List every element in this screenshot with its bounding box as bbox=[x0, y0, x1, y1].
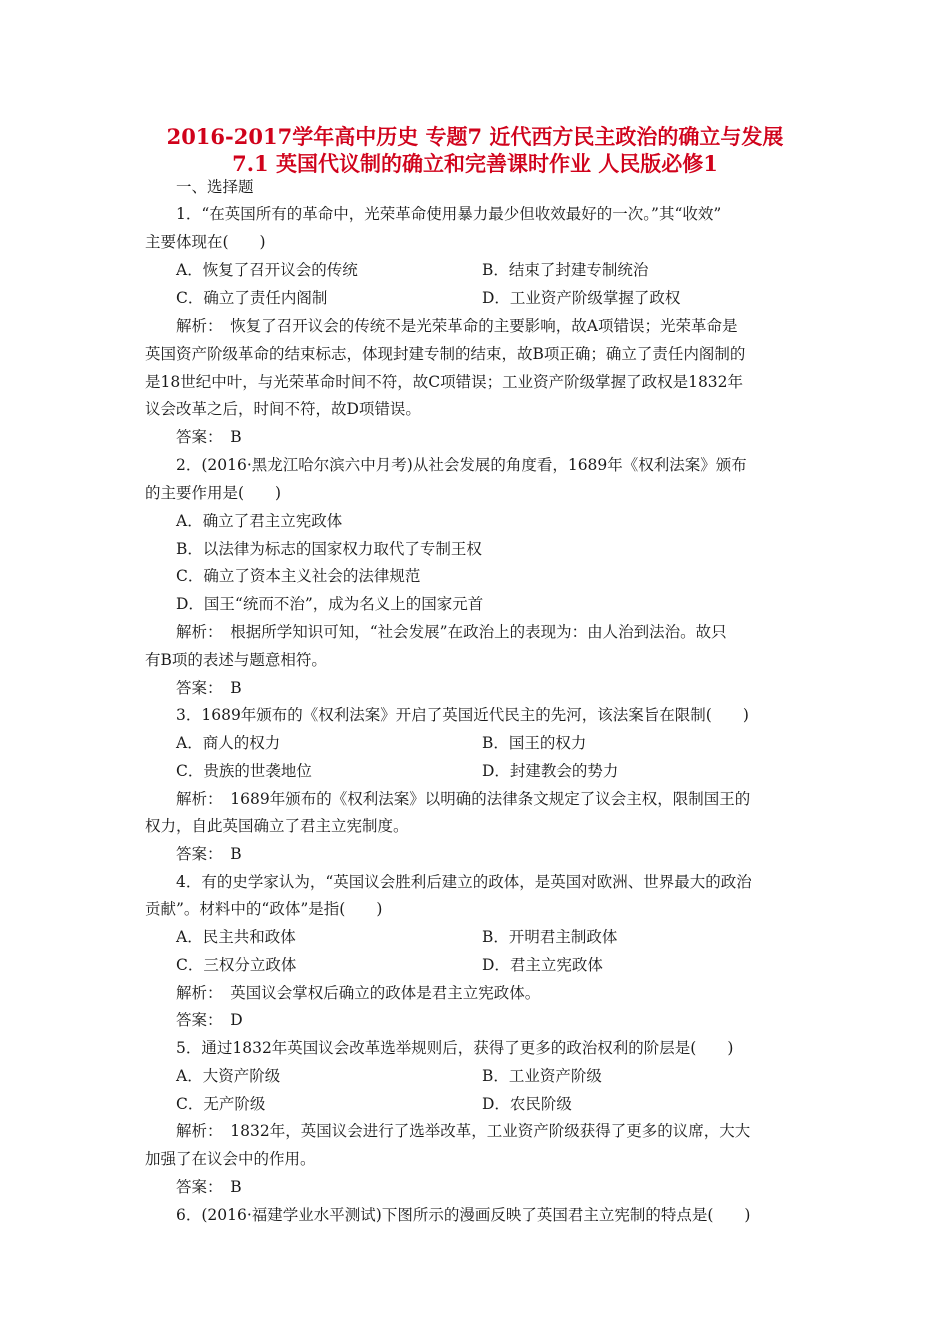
q2-stem-line-2: 的主要作用是( ) bbox=[145, 484, 282, 502]
q3-answer: 答案： B bbox=[176, 845, 242, 863]
q5-option-c: C．无产阶级 bbox=[176, 1095, 266, 1113]
q5-option-b: B．工业资产阶级 bbox=[482, 1067, 602, 1085]
q4-answer: 答案： D bbox=[176, 1011, 243, 1029]
q1-analysis-line-2: 英国资产阶级革命的结束标志，体现封建专制的结束，故B项正确；确立了责任内阁制的 bbox=[145, 345, 746, 363]
q4-stem-line-2: 贡献”。材料中的“政体”是指( ) bbox=[145, 900, 383, 918]
q4-option-a: A．民主共和政体 bbox=[176, 928, 296, 946]
q3-option-c: C．贵族的世袭地位 bbox=[176, 762, 312, 780]
q5-answer: 答案： B bbox=[176, 1178, 242, 1196]
q1-option-b: B．结束了封建专制统治 bbox=[482, 261, 649, 279]
q5-option-d: D．农民阶级 bbox=[482, 1095, 572, 1113]
q1-option-c: C．确立了责任内阁制 bbox=[176, 289, 328, 307]
q2-analysis-line-1: 解析： 根据所学知识可知，“社会发展”在政治上的表现为：由人治到法治。故只 bbox=[176, 623, 727, 641]
q1-analysis-line-1: 解析： 恢复了召开议会的传统不是光荣革命的主要影响，故A项错误；光荣革命是 bbox=[176, 317, 738, 335]
q5-option-a: A．大资产阶级 bbox=[176, 1067, 281, 1085]
q4-stem-line-1: 4．有的史学家认为，“英国议会胜利后建立的政体，是英国对欧洲、世界最大的政治 bbox=[176, 873, 752, 891]
q3-stem-line-1: 3．1689年颁布的《权利法案》开启了英国近代民主的先河，该法案旨在限制( ) bbox=[176, 706, 749, 724]
q2-option-d: D．国王“统而不治”，成为名义上的国家元首 bbox=[176, 595, 484, 613]
q2-stem-line-1: 2．(2016·黑龙江哈尔滨六中月考)从社会发展的角度看，1689年《权利法案》颁布 bbox=[176, 456, 747, 474]
q4-analysis-line-1: 解析： 英国议会掌权后确立的政体是君主立宪政体。 bbox=[176, 984, 541, 1002]
q2-analysis-line-2: 有B项的表述与题意相符。 bbox=[145, 651, 327, 669]
q3-analysis-line-2: 权力，自此英国确立了君主立宪制度。 bbox=[145, 817, 409, 835]
q2-option-b: B．以法律为标志的国家权力取代了专制王权 bbox=[176, 540, 482, 558]
document-title-line-2: 7.1 英国代议制的确立和完善课时作业 人民版必修1 bbox=[232, 151, 718, 176]
q4-option-d: D．君主立宪政体 bbox=[482, 956, 603, 974]
q1-answer: 答案： B bbox=[176, 428, 242, 446]
q1-option-a: A．恢复了召开议会的传统 bbox=[176, 261, 358, 279]
q2-option-c: C．确立了资本主义社会的法律规范 bbox=[176, 567, 421, 585]
q1-analysis-line-3: 是18世纪中叶，与光荣革命时间不符，故C项错误；工业资产阶级掌握了政权是1832年 bbox=[145, 373, 744, 391]
q6-stem-line-1: 6．(2016·福建学业水平测试)下图所示的漫画反映了英国君主立宪制的特点是( ) bbox=[176, 1206, 751, 1224]
q5-analysis-line-2: 加强了在议会中的作用。 bbox=[145, 1150, 316, 1168]
q4-option-c: C．三权分立政体 bbox=[176, 956, 297, 974]
q2-answer: 答案： B bbox=[176, 679, 242, 697]
q1-stem-line-2: 主要体现在( ) bbox=[145, 233, 266, 251]
q1-analysis-line-4: 议会改革之后，时间不符，故D项错误。 bbox=[145, 400, 421, 418]
q1-stem-line-1: 1．“在英国所有的革命中，光荣革命使用暴力最少但收效最好的一次。”其“收效” bbox=[176, 205, 722, 223]
q5-analysis-line-1: 解析： 1832年，英国议会进行了选举改革，工业资产阶级获得了更多的议席，大大 bbox=[176, 1122, 751, 1140]
q5-stem-line-1: 5．通过1832年英国议会改革选举规则后，获得了更多的政治权利的阶层是( ) bbox=[176, 1039, 734, 1057]
q3-option-d: D．封建教会的势力 bbox=[482, 762, 619, 780]
section-heading: 一、选择题 bbox=[176, 178, 254, 196]
q3-option-a: A．商人的权力 bbox=[176, 734, 281, 752]
q3-option-b: B．国王的权力 bbox=[482, 734, 587, 752]
q3-analysis-line-1: 解析： 1689年颁布的《权利法案》以明确的法律条文规定了议会主权，限制国王的 bbox=[176, 790, 751, 808]
q2-option-a: A．确立了君主立宪政体 bbox=[176, 512, 343, 530]
document-title-line-1: 2016-2017学年高中历史 专题7 近代西方民主政治的确立与发展 bbox=[166, 124, 784, 149]
q1-option-d: D．工业资产阶级掌握了政权 bbox=[482, 289, 681, 307]
q4-option-b: B．开明君主制政体 bbox=[482, 928, 618, 946]
